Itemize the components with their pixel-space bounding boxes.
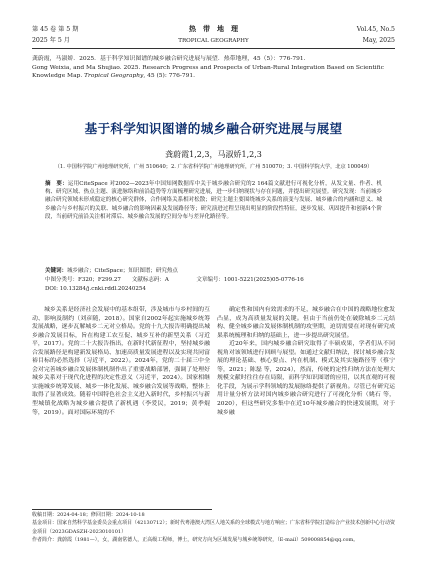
doi: DOI: 10.13284/j.cnki.rddl.20240254 [45, 286, 146, 292]
header-rule [32, 48, 395, 49]
keywords [45, 267, 382, 275]
keywords-label: 关键词： [45, 268, 68, 274]
body-left-column [32, 306, 210, 417]
volume-issue-en: Vol.45, No.5 [356, 26, 395, 33]
affiliation: （1. 中国科学院广州地理研究所，广州 510640；2. 广东省科学院广州地理研究所，广州 510070；3. 中国科学院大学，北京 100049） [54, 164, 373, 170]
body-right-column [217, 306, 395, 417]
body-paragraph: 确定性和国内有效需求的不足，城乡融合在中国的战略地位愈发凸显，成为高质量发展的关键。但由于当前仍处在破除城乡二元结构、健全城乡融合发展体制机制的攻坚期，迫切需要在对现有研究成果系统梳理和归纳的基础上，进一步提出研究展望。 [217, 307, 395, 339]
citation-block [32, 55, 395, 81]
footnote [32, 511, 395, 544]
footnote-rule [32, 509, 212, 510]
received-date: 收稿日期：2024-04-18；修回日期：2024-10-18 [32, 512, 145, 518]
abstract-text: 运用CiteSpace 对2002—2023年中国知网数据库中关于城乡融合研究的2 164篇文献进行可视化分析，从发文量、作者、机构、研究区域、热点主题、演进脉络和前沿趋势等方面梳理研究进展，进一步归纳现状与存在问题，并提出研究展望。研究发现：当前城乡融合研究领域未形成稳定的核心研究群体，合作网络关系相对松散；研究主题主要围绕城乡关系的演变与发展、城乡融合的内涵和意义、城乡融合与乡村振兴的关联、城乡融合的影响因素及发展路径等；研究演进过程呈现出明显的阶段性特征，逐步发展、巩固提升和创新4个阶段，当前研究前沿关注相对滞后、城乡融合发展的空间分布与差异化路径等。 [45, 181, 382, 220]
citation-en [32, 64, 395, 81]
journal-name-en: TROPICAL GEOGRAPHY [178, 38, 249, 44]
classification-line: 中图分类号：F320；F299.27 文献标志码：A 文章编号：1001-5221(2025)05-0776-16 [45, 277, 304, 283]
keywords-text: 城乡融合；CiteSpace；知识图谱；研究热点 [67, 268, 178, 274]
body-paragraph: 近20年来，国内城乡融合研究取得了丰硕成果，学者们从不同视角对该领域进行回顾与展望。如通过文献归纳法，探讨城乡融合发展的理论基础、核心要点、内在机制、模式及其实施路径等（蔡宁 等，2021；陈磊 等，2024），然而，传统的定性归纳方法在处理大规模文献时往往存在局限，而科学知识图谱的应用，以其直观的可视化手段，为展示学科领域的发展脉络提供了新视角。尽管已有研究运用计量分析方法对国内城乡融合研究进行了可视化分析（姚石 等，2020），但这些研究多集中在近10年城乡融合的快速发展期，对于城乡融 [217, 341, 395, 416]
article-title: 基于科学知识图谱的城乡融合研究进展与展望 [84, 121, 343, 136]
citation-en-suffix: , 45 (5): 776-791. [143, 73, 196, 80]
publication-date-en: May, 2025 [362, 37, 395, 44]
body-paragraph: 城乡关系是经济社会发展中的基本组带，涉及城市与乡村间的互动、影响及制约（刘彦随，2018）。国家自2002年起实施城乡统筹发展战略，逐步瓦解城乡二元对立格局。党的十九大报告明确提出城乡融合发展目标，旨在构建工农互促、城乡互补的新型关系（习近平，2017）。党的二十大报告指出，在新时代新征程中，坚持城乡融合发展路径是构建新发展格局、加速高质量发展进程以及实现共同富裕目标的必然选择（习近平，2022）。2024年，党的二十届三中全会对完善城乡融合发展体制机制作出了重要战略部署，强调了处理好城乡关系对于现代化进程的决定性意义（习近平，2024）。国家相继实施城乡统筹发展、城乡一体化发展、城乡融合发展等战略，整体上取得了显著成效。随着中国特色社会主义进入新时代，乡村振兴与新型城镇化战略为城乡融合提供了新机遇（李爱民，2019；黄季焜 等，2019）。面对国际环境的不 [32, 307, 210, 416]
citation-en-prefix: Gong Weixia, and Ma Shujiao. 2025. Research Progress and Prospects of Urban-Rural Integration Based on Scientific Knowledge Map. [32, 64, 384, 80]
publication-date: 2025 年 5 月 [32, 37, 70, 44]
authors: 龚蔚霞1,2,3，马淑娇1,2,3 [165, 150, 262, 159]
citation-zh: 龚蔚霞，马淑娇．2025．基于科学知识图谱的城乡融合研究进展与展望．热带地理，45（5）：776-791. [32, 56, 306, 62]
journal-name-zh: 热 带 地 理 [189, 24, 238, 33]
citation-en-journal: Tropical Geography [84, 73, 144, 80]
abstract [45, 180, 382, 221]
author-bio: 作者简介：龚蔚霞（1981—），女，湖南常德人，正高级工程师，博士，研究方向为区域发展与城乡统筹研究，（E-mail）509008854@qq.com。 [32, 536, 359, 543]
abstract-label: 摘 要： [45, 181, 68, 187]
fund-info: 基金项目：国家自然科学基金委员会重点项目（42130712）；新时代粤港澳大湾区人地关系的全球模式与地方响应；广东省科学院打造综合产业技术创新中心行动资金项目（2023GDASZH-2023010101） [32, 520, 395, 535]
volume-issue: 第 45 卷 第 5 期 [32, 26, 79, 33]
